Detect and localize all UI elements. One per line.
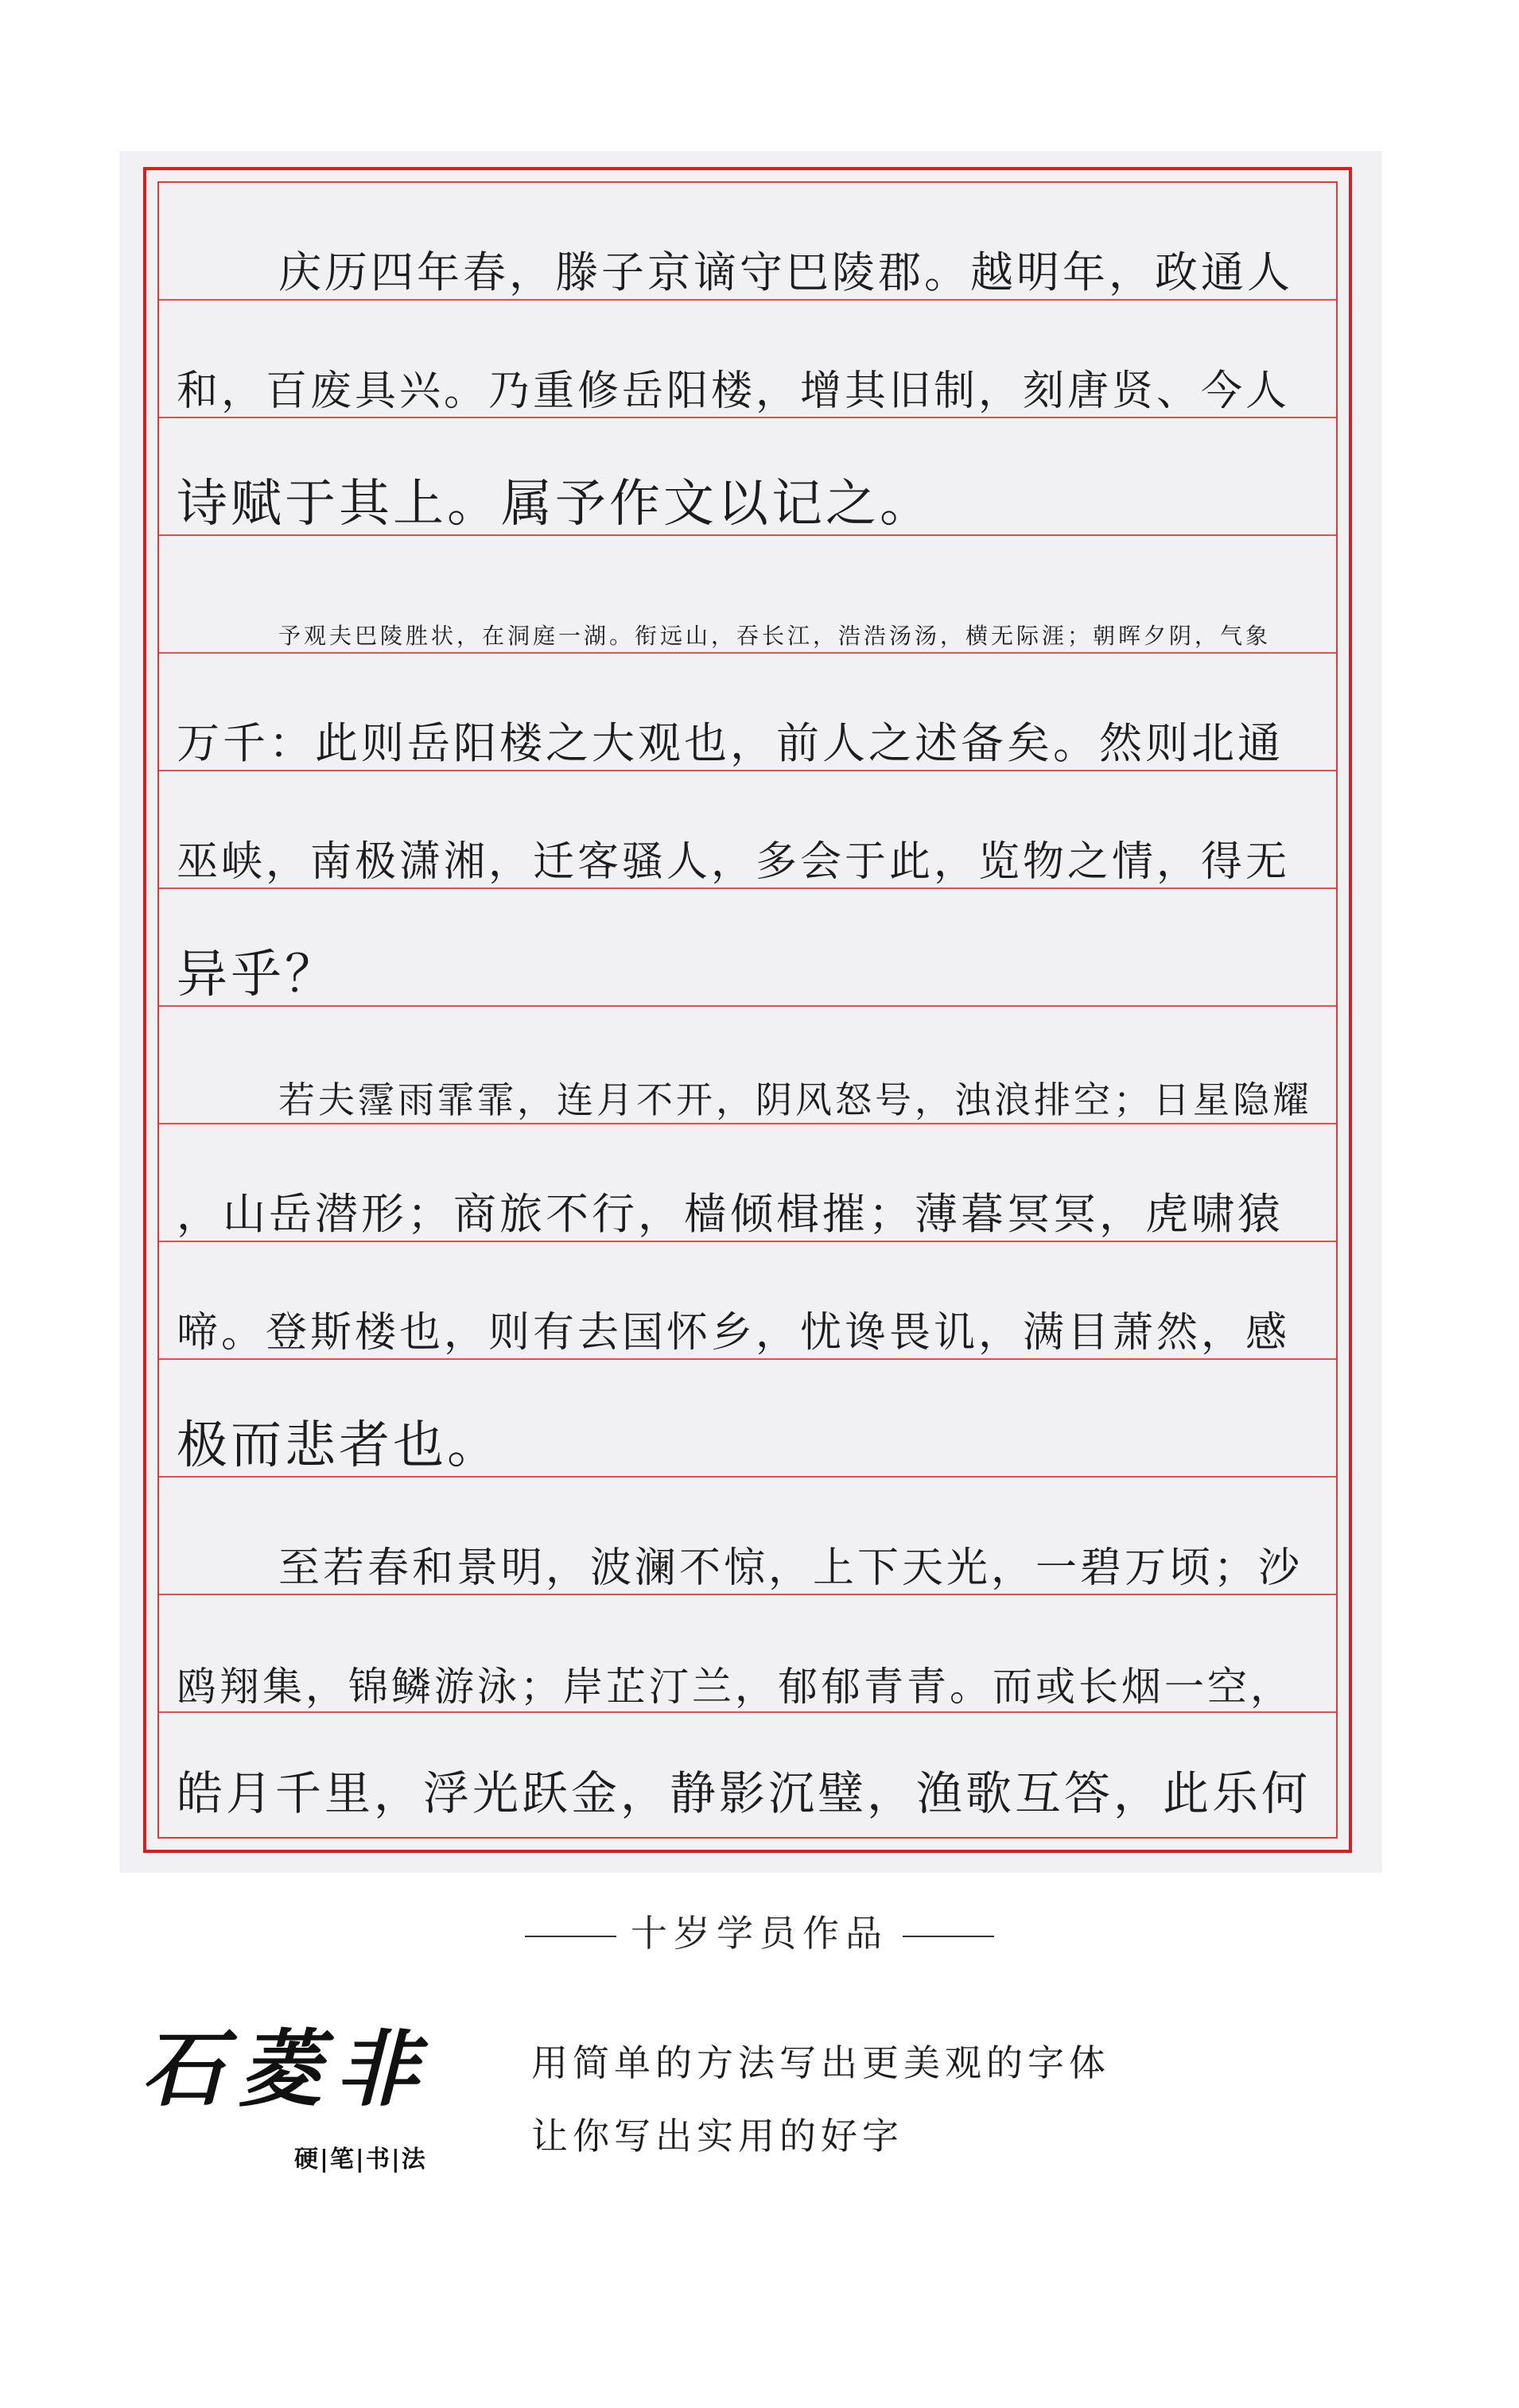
handwriting-line: 和，百废具兴。乃重修岳阳楼，增其旧制，刻唐贤、今人 xyxy=(177,367,1291,415)
handwriting-line: 若夫霪雨霏霏，连月不开，阴风怒号，浊浪排空；日星隐耀 xyxy=(278,1078,1312,1121)
handwriting-line: 皓月千里，浮光跃金，静影沉璧，渔歌互答，此乐何 xyxy=(177,1766,1311,1820)
writing-row xyxy=(159,301,1336,418)
caption-dash-right xyxy=(903,1936,994,1937)
handwriting-line: 异乎？ xyxy=(177,946,339,1004)
handwriting-line: 巫峡，南极潇湘，迁客骚人，多会于此，览物之情，得无 xyxy=(177,838,1291,886)
writing-row xyxy=(159,654,1336,771)
writing-row xyxy=(159,1124,1336,1242)
handwriting-line: 啼。登斯楼也，则有去国怀乡，忧谗畏讥，满目萧然，感 xyxy=(177,1309,1291,1357)
writing-row xyxy=(159,183,1336,301)
writing-row xyxy=(159,1713,1336,1840)
handwriting-line: 极而悲者也。 xyxy=(177,1416,501,1475)
handwriting-line: 庆历四年春，滕子京谪守巴陵郡。越明年，政通人 xyxy=(278,247,1293,297)
ruled-writing-area xyxy=(157,181,1338,1839)
brand-subtitle: 硬|笔|书|法 xyxy=(294,2146,427,2173)
writing-row xyxy=(159,536,1336,654)
handwriting-line: 鸥翔集，锦鳞游泳；岸芷汀兰，郁郁青青。而或长烟一空， xyxy=(177,1664,1293,1710)
writing-row xyxy=(159,889,1336,1007)
brand-logo: 石菱非 xyxy=(142,2020,433,2118)
handwriting-line: 至若春和景明，波澜不惊，上下天光，一碧万顷；沙 xyxy=(278,1544,1303,1592)
handwriting-line: 诗赋于其上。属予作文以记之。 xyxy=(177,475,934,534)
calligraphy-worksheet xyxy=(119,151,1382,1873)
slogan-line-1: 用简单的方法写出更美观的字体 xyxy=(531,2041,1110,2084)
caption xyxy=(0,1905,1519,1957)
red-border-frame xyxy=(143,167,1352,1853)
caption-text: 十岁学员作品 xyxy=(631,1912,888,1955)
caption-dash-left xyxy=(525,1936,616,1937)
writing-row xyxy=(159,1478,1336,1595)
writing-row xyxy=(159,1242,1336,1360)
writing-row xyxy=(159,418,1336,536)
handwriting-line: 万千：此则岳阳楼之大观也，前人之述备矣。然则北通 xyxy=(177,718,1284,768)
handwritten-lines xyxy=(159,183,1336,1837)
writing-row xyxy=(159,1007,1336,1124)
handwriting-line: 予观夫巴陵胜状，在洞庭一湖。衔远山，吞长江，浩浩汤汤，横无际涯；朝晖夕阴，气象 xyxy=(278,623,1272,649)
handwriting-line: ，山岳潜形；商旅不行，樯倾楫摧；薄暮冥冥，虎啸猿 xyxy=(177,1189,1284,1239)
writing-row xyxy=(159,771,1336,889)
writing-row xyxy=(159,1595,1336,1713)
writing-row xyxy=(159,1360,1336,1478)
slogan-line-2: 让你写出实用的好字 xyxy=(531,2115,903,2157)
